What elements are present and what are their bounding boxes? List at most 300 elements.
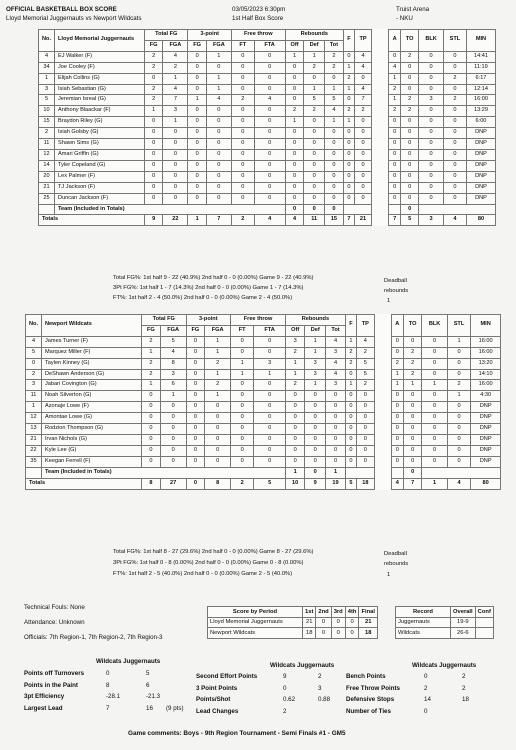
rebounds-header: Rebounds [285, 30, 343, 41]
stat-cell: 0 [186, 413, 205, 424]
records-table [395, 606, 494, 639]
away-ft-summary: FT%: 1st half 2 - 5 (40.0%) 2nd half 0 - 0 (0.00%) Game 2 - 5 (40.0%) [113, 571, 293, 577]
player-row [39, 182, 496, 193]
stat-cell: DNP [466, 193, 495, 204]
total-f: 7 [344, 215, 355, 226]
stat-cell: 0 [354, 73, 371, 84]
score-by-period-table [207, 606, 378, 639]
team-stat-label: Points off Turnovers [24, 670, 85, 677]
stat-cell: 0 [305, 402, 326, 413]
period-away-final: 18 [359, 628, 378, 639]
stat-cell: 3 [254, 358, 286, 369]
total-fta: 5 [254, 478, 286, 489]
player-row [39, 84, 496, 95]
stat-cell: 2 [344, 73, 355, 84]
stat-cell: 2 [389, 84, 401, 95]
stat-cell: 0 [326, 413, 346, 424]
stat-cell: 0 [419, 73, 444, 84]
stat-cell: 0 [305, 413, 326, 424]
stat-cell: 16:00 [471, 336, 501, 347]
stat-cell: 4 [326, 358, 346, 369]
stat-cell: 1 [254, 369, 286, 380]
spacer [374, 380, 391, 391]
stat-cell: 4 [326, 336, 346, 347]
stat-cell: 0 [186, 391, 205, 402]
spacer [374, 336, 391, 347]
stat-cell: 0 [254, 424, 286, 435]
total-to: 5 [401, 215, 419, 226]
team-stat-label: Free Throw Points [346, 684, 400, 692]
stat-cell: 0 [389, 193, 401, 204]
stat-cell: 0 [304, 117, 324, 128]
team-stat-label: 3 Point Points [196, 684, 238, 692]
spacer [374, 424, 391, 435]
total-to: 7 [403, 478, 422, 489]
stat-cell: 2 [324, 51, 343, 62]
player-number: 1 [26, 402, 42, 413]
stat-cell: 0 [304, 149, 324, 160]
stat-cell: 0 [354, 149, 371, 160]
stat-cell: 0 [145, 149, 163, 160]
stat-cell: 0 [205, 434, 231, 445]
spacer [372, 128, 389, 139]
stat-cell: 0 [163, 128, 188, 139]
stat-cell: 0 [403, 456, 422, 467]
stat-cell: 0 [206, 117, 231, 128]
team-def: 0 [304, 204, 324, 215]
total-min: 80 [471, 478, 501, 489]
stat-cell: 0 [231, 106, 254, 117]
period-home-final: 21 [359, 617, 378, 628]
player-row [26, 347, 501, 358]
stat-cell: 1 [205, 347, 231, 358]
stat-cell: 1 [305, 347, 326, 358]
spacer [374, 456, 391, 467]
venue-sub: - NKU [396, 15, 413, 22]
total-fga: 27 [160, 478, 186, 489]
stat-cell: 0 [160, 456, 186, 467]
col-header: Off [285, 40, 304, 51]
stat-cell: 0 [206, 171, 231, 182]
record-home-conf [475, 617, 493, 628]
col-header: Tot [326, 325, 346, 336]
stat-cell: 0 [419, 182, 444, 193]
spacer [372, 171, 389, 182]
col-header: A [389, 30, 401, 52]
stat-cell: 0 [285, 182, 304, 193]
stat-cell: 0 [419, 160, 444, 171]
stat-cell: 0 [345, 434, 356, 445]
stat-cell: 0 [403, 402, 422, 413]
player-name: Rodzion Thompson (G) [42, 424, 142, 435]
stat-cell: 0 [391, 424, 403, 435]
team-stat-wildcats: -28.1 [106, 693, 121, 700]
stat-cell: 0 [389, 149, 401, 160]
stat-cell: 2 [205, 358, 231, 369]
stat-cell: 0 [186, 424, 205, 435]
stat-cell: 0 [447, 434, 471, 445]
stat-cell: 0 [403, 413, 422, 424]
col-header: F [345, 315, 356, 337]
stat-cell: 0 [443, 51, 466, 62]
stat-cell: 1 [324, 117, 343, 128]
blank [344, 204, 372, 215]
stat-cell: 6:00 [466, 117, 495, 128]
total-a: 7 [389, 215, 401, 226]
stat-cell: 0 [345, 456, 356, 467]
team-stat-juggernauts: 2 [318, 673, 322, 680]
stat-cell: 0 [326, 424, 346, 435]
stat-cell: 0 [186, 369, 205, 380]
stat-cell: DNP [471, 445, 501, 456]
player-number: 2 [39, 128, 55, 139]
player-name: Jeremian Isreal (G) [55, 95, 145, 106]
stat-cell: 2 [447, 380, 471, 391]
total-tot: 19 [326, 478, 346, 489]
stat-cell: 0 [401, 73, 419, 84]
stat-cell: DNP [466, 149, 495, 160]
team-stat-wildcats: 0 [424, 673, 428, 680]
stat-cell: 0 [443, 128, 466, 139]
total-blk: 3 [419, 215, 444, 226]
col-header: FT [231, 325, 254, 336]
stat-cell: 0 [231, 117, 254, 128]
stat-cell: 1 [391, 369, 403, 380]
stat-cell: 0 [231, 171, 254, 182]
stat-cell: DNP [471, 413, 501, 424]
stat-cell: 0 [401, 139, 419, 150]
stat-cell: 1 [285, 117, 304, 128]
col-header: FG [186, 325, 205, 336]
stat-cell: 0 [163, 160, 188, 171]
stat-cell: 0 [145, 128, 163, 139]
stat-cell: 0 [285, 171, 304, 182]
player-name: Taylen Kinney (G) [42, 358, 142, 369]
col-header: FT [231, 40, 254, 51]
period-home-3rd: 0 [331, 617, 345, 628]
stat-cell: 1 [142, 347, 161, 358]
stat-cell: 0 [443, 84, 466, 95]
away-team-header: Newport Wildcats [42, 315, 142, 337]
stat-cell: 13:20 [471, 358, 501, 369]
player-name: James Turner (F) [42, 336, 142, 347]
blank [389, 204, 401, 215]
stat-cell: 0 [254, 193, 285, 204]
stat-cell: 0 [422, 434, 447, 445]
stat-cell: 0 [447, 424, 471, 435]
stat-cell: 0 [326, 456, 346, 467]
stat-cell: 0 [391, 456, 403, 467]
player-row [26, 424, 501, 435]
stat-cell: 2 [285, 106, 304, 117]
stat-cell: 2 [345, 347, 356, 358]
stat-cell: 5 [160, 336, 186, 347]
stat-cell: 1 [231, 358, 254, 369]
stat-cell: 0 [356, 424, 374, 435]
player-row [39, 51, 496, 62]
away-deadball-rebounds: rebounds [384, 561, 409, 567]
stat-cell: 0 [231, 434, 254, 445]
stat-cell: 0 [354, 182, 371, 193]
period-col-3rd: 3rd [331, 607, 345, 618]
stat-cell: 0 [422, 347, 447, 358]
col-header: TO [403, 315, 422, 337]
player-row [26, 456, 501, 467]
player-name: Azonaje Lowe (F) [42, 402, 142, 413]
stat-cell: 0 [206, 182, 231, 193]
stat-cell: 0 [205, 413, 231, 424]
stat-cell: 0 [324, 193, 343, 204]
team-stat-juggernauts: 2 [462, 673, 466, 680]
stat-cell: 0 [344, 95, 355, 106]
player-row [26, 358, 501, 369]
stat-cell: 0 [422, 369, 447, 380]
stat-cell: 0 [324, 73, 343, 84]
stat-cell: 0 [163, 182, 188, 193]
stat-cell: 0 [286, 391, 305, 402]
spacer [372, 117, 389, 128]
stat-cell: 0 [186, 358, 205, 369]
stat-cell: 2 [231, 95, 254, 106]
home-deadball-value: 1 [387, 298, 391, 304]
stat-cell: 0 [354, 193, 371, 204]
team-stat-wildcats: 2 [283, 707, 287, 715]
stat-cell: 1 [206, 84, 231, 95]
stat-cell: 2 [205, 380, 231, 391]
stat-cell: 0 [419, 117, 444, 128]
stat-cell: 1 [422, 380, 447, 391]
stat-cell: 0 [419, 193, 444, 204]
player-row [26, 402, 501, 413]
stat-cell: 0 [443, 160, 466, 171]
spacer [372, 51, 389, 62]
stat-cell: 0 [188, 139, 206, 150]
stat-cell: 0 [231, 73, 254, 84]
player-name: Keegan Ferrell (F) [42, 456, 142, 467]
rebounds-header: Rebounds [286, 315, 346, 326]
stat-cell: 4 [389, 62, 401, 73]
stat-cell: 0 [142, 456, 161, 467]
total-fg-header: Total FG [142, 315, 187, 326]
stat-cell: 0 [254, 445, 286, 456]
stat-cell: 4 [354, 84, 371, 95]
team-stat-label: 3pt Efficiency [24, 693, 65, 700]
stat-cell: 0 [188, 128, 206, 139]
stat-cell: 0 [443, 171, 466, 182]
col-header: MIN [466, 30, 495, 52]
stat-cell: 0 [254, 456, 286, 467]
player-row [26, 413, 501, 424]
stat-cell: 0 [206, 106, 231, 117]
spacer [372, 84, 389, 95]
stat-cell: 0 [344, 193, 355, 204]
spacer [374, 467, 391, 478]
stat-cell: 8 [160, 358, 186, 369]
spacer [372, 139, 389, 150]
stat-cell: 2 [401, 95, 419, 106]
record-home-overall: 19-9 [451, 617, 476, 628]
total-off: 4 [285, 215, 304, 226]
stat-cell: 3 [326, 347, 346, 358]
team-included-label: Team (Included in Totals) [42, 467, 286, 478]
total-tot: 15 [324, 215, 343, 226]
spacer [372, 62, 389, 73]
stat-cell: 2 [142, 336, 161, 347]
away-deadball-label: Deadball [384, 551, 407, 557]
blank [419, 204, 496, 215]
stat-cell: 4 [324, 106, 343, 117]
stat-cell: 0 [254, 391, 286, 402]
team-tot: 0 [324, 204, 343, 215]
player-number: 13 [26, 424, 42, 435]
stat-cell: 1 [389, 95, 401, 106]
stat-cell: 0 [443, 139, 466, 150]
stat-cell: 5 [324, 95, 343, 106]
stat-cell: 0 [254, 139, 285, 150]
stat-cell: 3 [326, 380, 346, 391]
stat-cell: 0 [163, 171, 188, 182]
col-header: FTA [254, 40, 285, 51]
stat-cell: 0 [345, 391, 356, 402]
stat-cell: 0 [422, 358, 447, 369]
stat-cell: 1 [345, 380, 356, 391]
officials: Officials: 7th Region-1, 7th Region-2, 7th Region-3 [24, 634, 163, 641]
stat-cell: 4 [356, 336, 374, 347]
col-header: STL [443, 30, 466, 52]
col-header: Off [286, 325, 305, 336]
stat-cell: DNP [471, 402, 501, 413]
stat-cell: 0 [186, 445, 205, 456]
stat-cell: 0 [254, 106, 285, 117]
team-row [26, 467, 501, 478]
stat-cell: 1 [305, 380, 326, 391]
stat-cell: 2 [391, 358, 403, 369]
stat-cell: 0 [231, 402, 254, 413]
stat-cell: 0 [344, 171, 355, 182]
totals-row [26, 478, 501, 489]
player-name: Kyle Lee (G) [42, 445, 142, 456]
team-def: 0 [305, 467, 326, 478]
total-tfg: 1 [188, 215, 206, 226]
blank [391, 467, 403, 478]
player-name: DeShawn Anderson (G) [42, 369, 142, 380]
team-stat-wildcats: 0.62 [283, 696, 296, 703]
stat-cell: 1 [231, 369, 254, 380]
stat-cell: 0 [231, 391, 254, 402]
player-row [26, 445, 501, 456]
stat-cell: 0 [389, 182, 401, 193]
total-off: 10 [286, 478, 305, 489]
stat-cell: 2 [356, 347, 374, 358]
col-header: MIN [471, 315, 501, 337]
overall-header: Overall [451, 607, 476, 618]
stat-cell: 0 [422, 391, 447, 402]
stat-cell: 0 [205, 445, 231, 456]
stat-cell: 0 [304, 139, 324, 150]
player-number: 1 [39, 73, 55, 84]
total-a: 4 [391, 478, 403, 489]
record-away-overall: 26-6 [451, 628, 476, 639]
stat-cell: 0 [231, 149, 254, 160]
stat-cell: 11:19 [466, 62, 495, 73]
stat-cell: 0 [391, 391, 403, 402]
player-name: Isiah Golsby (G) [55, 128, 145, 139]
stat-cell: 0 [304, 128, 324, 139]
spacer [374, 347, 391, 358]
stat-cell: 0 [305, 391, 326, 402]
spacer [372, 182, 389, 193]
player-name: Marquez Miller (F) [42, 347, 142, 358]
stat-cell: 0 [285, 149, 304, 160]
team-stat-extra: (9 pts) [166, 704, 184, 712]
stat-cell: 16:00 [471, 380, 501, 391]
stat-cell: 3 [305, 358, 326, 369]
team-stat-juggernauts: 18 [462, 696, 469, 703]
stat-cell: 0 [231, 128, 254, 139]
record-header: Record [396, 607, 451, 618]
player-name: Amontae Lowe (G) [42, 413, 142, 424]
stat-cell: 0 [205, 402, 231, 413]
stat-cell: 0 [231, 84, 254, 95]
stat-cell: 0 [304, 73, 324, 84]
player-name: Lex Palmer (F) [55, 171, 145, 182]
stat-cell: 2 [403, 358, 422, 369]
stat-cell: 0 [145, 117, 163, 128]
player-row [39, 128, 496, 139]
player-name: Anthony Blaackar (F) [55, 106, 145, 117]
stat-cell: 0 [186, 336, 205, 347]
player-row [39, 193, 496, 204]
team-stat-juggernauts: -21.3 [146, 693, 161, 700]
stat-cell: 0 [419, 62, 444, 73]
stat-cell: 0 [254, 182, 285, 193]
player-name: Isiah Sebastian (G) [55, 84, 145, 95]
stat-cell: 0 [142, 413, 161, 424]
stat-cell: 6:17 [466, 73, 495, 84]
col-header: FGA [205, 325, 231, 336]
stat-cell: 0 [391, 434, 403, 445]
stat-cell: 0 [344, 182, 355, 193]
stat-cell: 1 [205, 391, 231, 402]
stat-cell: 0 [447, 347, 471, 358]
col-header: FGA [160, 325, 186, 336]
player-name: Braydon Riley (G) [55, 117, 145, 128]
stat-cell: 0 [231, 160, 254, 171]
player-number: 4 [26, 336, 42, 347]
stat-cell: 0 [305, 434, 326, 445]
stat-cell: 0 [254, 336, 286, 347]
spacer [372, 73, 389, 84]
home-team-header: Lloyd Memorial Juggernauts [55, 30, 145, 52]
away-box-score-table [25, 314, 501, 490]
player-name: Duncan Jackson (F) [55, 193, 145, 204]
period-col-final: Final [359, 607, 378, 618]
stat-cell: 0 [163, 139, 188, 150]
spacer [374, 478, 391, 489]
player-row [39, 106, 496, 117]
stat-cell: 0 [391, 413, 403, 424]
stat-cell: 0 [324, 182, 343, 193]
stat-cell: 0 [206, 128, 231, 139]
player-number: 4 [39, 51, 55, 62]
stat-cell: 6 [160, 380, 186, 391]
team-stats-heading-2: Wildcats Juggernauts [270, 662, 335, 669]
stat-cell: 4 [354, 62, 371, 73]
total-tfga: 8 [205, 478, 231, 489]
player-name: Shawn Sims (G) [55, 139, 145, 150]
stat-cell: 0 [142, 402, 161, 413]
spacer [372, 95, 389, 106]
